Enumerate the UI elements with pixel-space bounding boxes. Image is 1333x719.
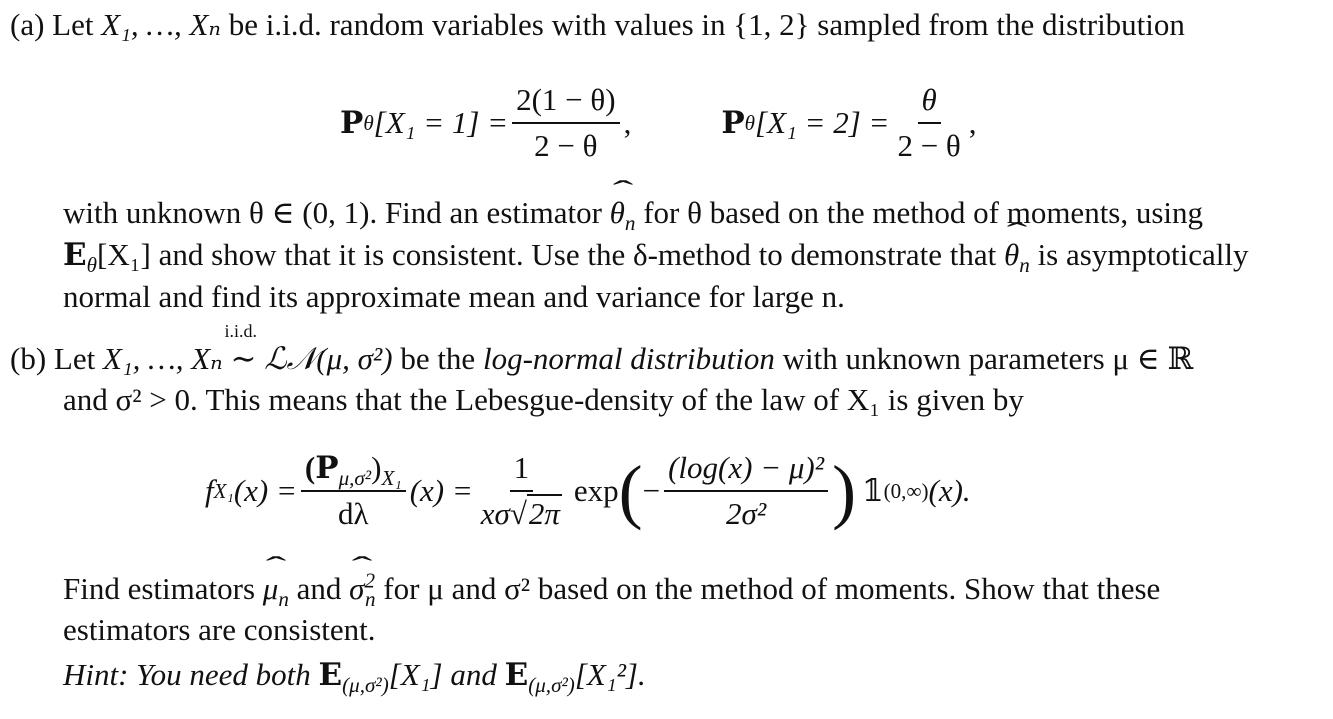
part-b-intro-3: with unknown parameters μ ∈ ℝ [782,341,1194,376]
part-a-line-4: 𝐄$_\theta$[X₁] and show that it is consistent. Use the δ-method to demonstrate that ˆ $\theta_n$ is asymptotically [63,238,1249,272]
part-b-line4-a: Find estimators [63,571,256,606]
sigma-hat: ˆ $\sigma^2_n$ [349,572,375,606]
hint-a: Hint: You need both [63,657,311,692]
eq2-fraction [893,82,964,164]
part-a-line-1 [10,8,1185,42]
part-a-line3-a: with unknown θ ∈ (0, 1). Find an estimator [63,195,602,230]
part-b-intro-1: Let [53,341,96,376]
part-b-label: (b) [10,341,47,376]
part-b-line-4 [63,568,1161,612]
part-a-line3-b: for θ based on the method of moments, using [643,195,1204,230]
part-b-line4-b: and [296,571,342,606]
rn-numerator: $(𝐏_{\mu,\sigma^2})_{X_1}$ [301,450,406,492]
expectation-symbol: 𝐄 [63,237,87,272]
radon-nikodym-fraction [301,450,406,532]
lognormal-emphasis: log-normal distribution [482,341,775,376]
part-a-line-5 [63,280,845,314]
part-b-line-2 [63,383,1024,417]
eq1-fraction [512,82,619,164]
density-f: f [205,473,214,508]
part-b-line-5 [63,613,376,647]
eq1-numerator: 2(1 − θ) [512,82,619,124]
exponent-fraction [664,450,828,532]
eq2-lhs: [X₁ = 2] = [755,105,890,140]
mu-hat: ˆ $\mu_n$ [263,572,289,606]
eq1-denominator: 2 − θ [534,128,598,163]
theta-hat-2: ˆ $\theta_n$ [1004,238,1030,272]
density-arg: (x) = [233,473,297,508]
exp-numerator: (log(x) − μ)² [664,450,828,492]
part-a-intro-1: Let [52,7,94,42]
density-equation: f X₁ (x) = $\frac{(𝐏_{\mu,\sigma^2})_{X_1}}{d\lambda}$ (x) = $\frac{1}{x\sigma√2\pi}$ exp ( − $\frac{\text{(log(x) − μ)²}}{\text{2σ²}}$ ) 𝟙 (0,∞) (x). [205,450,971,531]
eq1-lhs: [X₁ = 1] = [373,105,509,140]
part-a-line-3 [63,195,1204,236]
exp-label: exp [573,473,619,508]
part-b-line4-c: for μ and σ² based on the method of moments. Show that these [383,571,1161,606]
indicator-symbol: 𝟙 [862,473,884,508]
part-a-intro-3: sampled from the distribution [817,7,1185,42]
density-coefficient-fraction [477,450,566,532]
eq2-numerator: θ [918,82,941,124]
left-paren: ( [618,451,643,531]
part-b-line5: estimators are consistent. [63,612,376,647]
exp-denominator: 2σ² [726,496,767,531]
part-a-line4-b: is asymptotically [1037,237,1249,272]
hint-expectation-1: 𝐄 [318,657,343,692]
rn-arg: (x) = [409,473,473,508]
part-b-intro-2: be the [400,341,476,376]
part-b-line-1 [10,321,1194,376]
hint-line: Hint: You need both 𝐄$_{(\mu,\sigma^2)}$[X₁] and 𝐄$_{(\mu,\sigma^2)}$[X₁²]. [63,657,646,698]
part-a-vars: X₁, …, Xₙ [101,7,221,42]
iid-label: i.i.d. [224,321,258,341]
prob-symbol-2: 𝐏 [721,105,745,140]
part-b-line2: and σ² > 0. This means that the Lebesgue-density of the law of X₁ is given by [63,382,1024,417]
rn-denominator: dλ [338,496,369,531]
hint-expectation-2: 𝐄 [504,657,529,692]
tilde-symbol: ∼ [230,341,257,376]
part-b-vars: X₁, …, Xₙ [102,341,223,376]
coef-numerator: 1 [510,450,534,492]
right-paren: ) [832,451,857,531]
part-a-line5: normal and find its approximate mean and variance for large n. [63,279,845,314]
eq2-denominator: 2 − θ [897,128,961,163]
part-a-set: {1, 2} [733,7,810,42]
part-a-intro-2: be i.i.d. random variables with values in [228,7,726,42]
indicator-arg: (x). [928,473,971,508]
hint-b: and [450,657,497,692]
part-a-label: (a) [10,7,45,42]
theta-hat-1: ˆ $\theta_n$ [610,196,636,230]
prob-symbol-1: 𝐏 [340,105,364,140]
part-a-line4-a: [X₁] and show that it is consistent. Use the δ-method to demonstrate that [97,237,997,272]
coef-denominator: xσ√2π [480,496,560,531]
lognormal-symbol: ℒ𝒩(μ, σ²) [264,341,393,376]
part-a-distribution-equation: 𝐏 θ [X₁ = 1] = $\frac{2(1 - \theta)}{2 - \theta}$ , 𝐏 θ [X₁ = 2] = $\frac{\theta}{2 - \theta}$ , [340,82,977,163]
